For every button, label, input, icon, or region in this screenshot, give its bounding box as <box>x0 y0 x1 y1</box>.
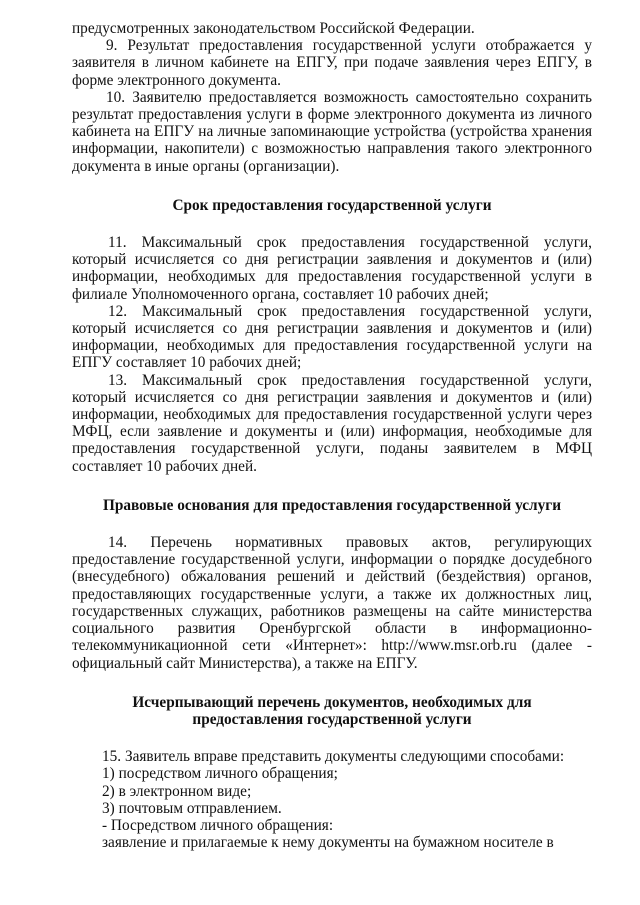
spacer <box>72 175 592 197</box>
section-heading-legal-basis: Правовые основания для предоставления государственной услуги <box>102 496 562 514</box>
paragraph-15: 15. Заявитель вправе представить документы следующими способами: <box>102 748 565 766</box>
section-heading-documents-line-1: Исчерпывающий перечень документов, необходимых для <box>132 693 532 711</box>
spacer <box>72 728 592 748</box>
list-item-2: 2) в электронном виде; <box>102 782 252 800</box>
list-item-1: 1) посредством личного обращения; <box>102 765 338 783</box>
section-heading-term: Срок предоставления государственной услуги <box>172 196 492 214</box>
spacer <box>72 514 592 534</box>
paragraph-9: 9. Результат предоставления государственной услуги отображается у заявителя в личном кабинете на ЕПГУ, при подаче заявления через ЕПГУ, в форме электронного документа. <box>72 37 592 89</box>
list-item-3: 3) почтовым отправлением. <box>102 799 282 817</box>
paragraph-13: 13. Максимальный срок предоставления государственной услуги, который исчисляется со дня регистрации заявления и документов и (или) информации, необходимых для предоставления государственной услуги через МФЦ, если заявление и документы и (или) информация, необходимые для предоставления государственной услуги, поданы заявителем в МФЦ составляет 10 рабочих дней. <box>72 371 592 475</box>
paragraph-tail: заявление и прилагаемые к нему документы на бумажном носителе в <box>102 834 554 852</box>
spacer <box>72 672 592 694</box>
list-item-personal-visit: - Посредством личного обращения: <box>102 816 334 834</box>
spacer <box>72 475 592 497</box>
paragraph-12: 12. Максимальный срок предоставления государственной услуги, который исчисляется со дня регистрации заявления и документов и (или) информации, необходимых для предоставления государственной услуги на ЕПГУ составляет 10 рабочих дней; <box>72 302 592 372</box>
paragraph-11: 11. Максимальный срок предоставления государственной услуги, который исчисляется со дня регистрации заявления и документов и (или) информации, необходимых для предоставления государственной услуги в филиале Уполномоченного органа, составляет 10 рабочих дней; <box>72 234 592 303</box>
paragraph-continuation: предусмотренных законодательством Российской Федерации. <box>72 20 475 37</box>
spacer <box>72 214 592 234</box>
paragraph-14: 14. Перечень нормативных правовых актов, регулирующих предоставление государственной услуги, информации о порядке досудебного (внесудебного) обжалования решений и действий (бездействия) органов, предоставляющих государственные услуги, а также их должностных лиц, государственных служащих, работников размещены на сайте министерства социального развития Оренбургской области в информационно-телекоммуникационной сети «Интернет»: http://www.msr.orb.ru (далее - официальный сайт Министерства), а также на ЕПГУ. <box>72 534 592 672</box>
paragraph-10: 10. Заявителю предоставляется возможность самостоятельно сохранить результат предоставления услуги в форме электронного документа из личного кабинета на ЕПГУ на личные запоминающие устройства (устройства хранения информации, накопители) с возможностью направления такого электронного документа в иные органы (организации). <box>72 88 592 175</box>
section-heading-documents-line-2: предоставления государственной услуги <box>192 710 472 728</box>
document-page <box>72 20 592 851</box>
